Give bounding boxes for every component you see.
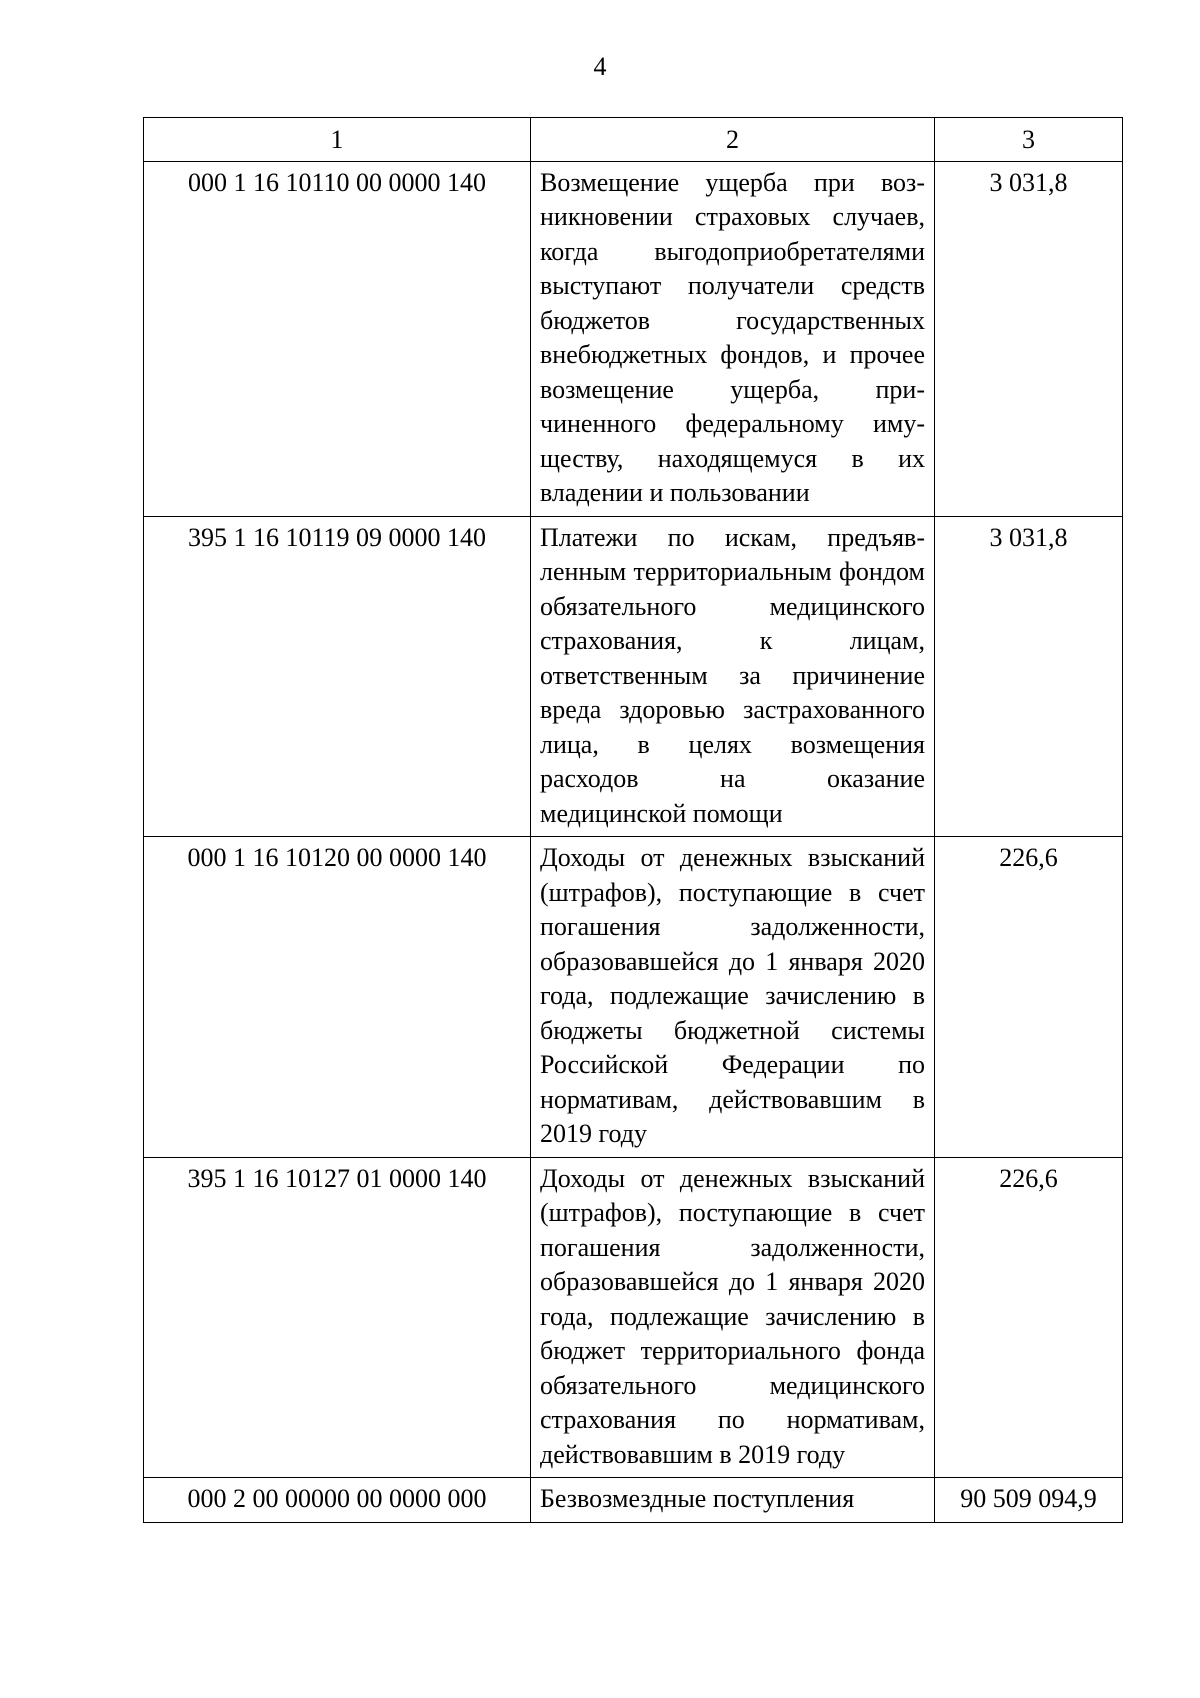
code-cell: 000 1 16 10110 00 0000 140	[144, 161, 531, 516]
name-cell: Безвозмездные поступления	[531, 1478, 935, 1523]
revenue-table	[143, 117, 1123, 1523]
code-cell: 000 1 16 10120 00 0000 140	[144, 837, 531, 1158]
value-cell: 226,6	[935, 837, 1123, 1158]
code-cell: 395 1 16 10127 01 0000 140	[144, 1157, 531, 1478]
name-cell: Платежи по искам, предъявленным территориальным фондом обязательного медицинского страхования, к лицам, ответственным за причинение вреда здоровью застрахованного лица, в целях возмещения расходов на оказание медицинской помощи	[531, 516, 935, 837]
code-cell: 395 1 16 10119 09 0000 140	[144, 516, 531, 837]
table-header-row	[144, 118, 1123, 162]
value-cell: 90 509 094,9	[935, 1478, 1123, 1523]
table-row	[144, 516, 1123, 837]
value-cell: 3 031,8	[935, 516, 1123, 837]
table-row	[144, 837, 1123, 1158]
header-cell-2: 2	[531, 118, 935, 162]
header-cell-1: 1	[144, 118, 531, 162]
value-cell: 3 031,8	[935, 161, 1123, 516]
table-row	[144, 1478, 1123, 1523]
table-row	[144, 1157, 1123, 1478]
value-cell: 226,6	[935, 1157, 1123, 1478]
page-number: 4	[593, 52, 607, 81]
name-cell: Возмещение ущерба при возникновении страховых случаев, когда выгодоприобретателями выступают получатели средств бюджетов государственных внебюджетных фондов, и прочее возмещение ущерба, причиненного федеральному имуществу, находящемуся в их владении и пользовании	[531, 161, 935, 516]
table-row	[144, 161, 1123, 516]
name-cell: Доходы от денежных взысканий (штрафов), поступающие в счет погашения задолженности, образовавшейся до 1 января 2020 года, подлежащие зачислению в бюджеты бюджетной системы Российской Федерации по нормативам, действовавшим в 2019 году	[531, 837, 935, 1158]
header-cell-3: 3	[935, 118, 1123, 162]
name-cell: Доходы от денежных взысканий (штрафов), поступающие в счет погашения задолженности, образовавшейся до 1 января 2020 года, подлежащие зачислению в бюджет территориального фонда обязательного медицинского страхования по нормативам, действовавшим в 2019 году	[531, 1157, 935, 1478]
code-cell: 000 2 00 00000 00 0000 000	[144, 1478, 531, 1523]
